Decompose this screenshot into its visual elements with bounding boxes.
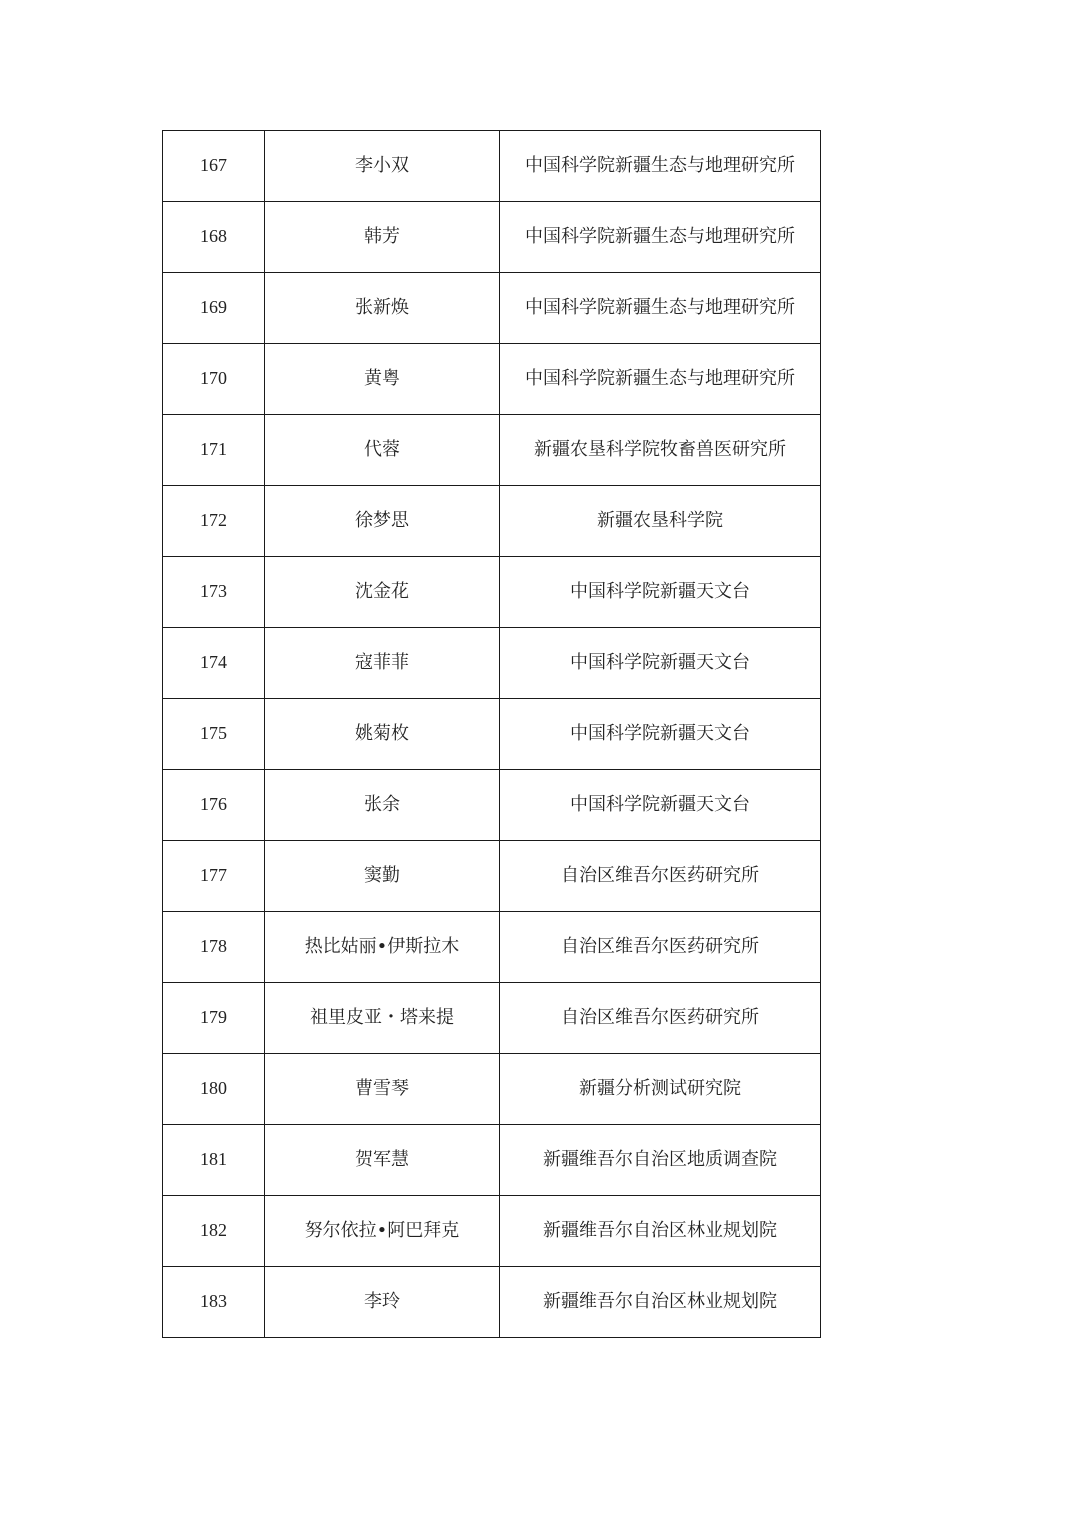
row-number: 167 xyxy=(163,131,265,202)
table-row xyxy=(163,912,821,983)
organization: 中国科学院新疆生态与地理研究所 xyxy=(500,273,821,344)
row-number: 181 xyxy=(163,1125,265,1196)
table-row xyxy=(163,344,821,415)
organization: 自治区维吾尔医药研究所 xyxy=(500,841,821,912)
row-number: 180 xyxy=(163,1054,265,1125)
person-name: 张新焕 xyxy=(265,273,500,344)
person-name: 代蓉 xyxy=(265,415,500,486)
row-number: 177 xyxy=(163,841,265,912)
person-name: 贺军慧 xyxy=(265,1125,500,1196)
table-row xyxy=(163,1267,821,1338)
person-name: 寇菲菲 xyxy=(265,628,500,699)
person-name: 努尔依拉•阿巴拜克 xyxy=(265,1196,500,1267)
person-name: 张余 xyxy=(265,770,500,841)
organization: 自治区维吾尔医药研究所 xyxy=(500,983,821,1054)
person-name: 李小双 xyxy=(265,131,500,202)
table-row xyxy=(163,202,821,273)
row-number: 170 xyxy=(163,344,265,415)
organization: 中国科学院新疆天文台 xyxy=(500,628,821,699)
person-name: 李玲 xyxy=(265,1267,500,1338)
table-row xyxy=(163,628,821,699)
organization: 自治区维吾尔医药研究所 xyxy=(500,912,821,983)
row-number: 175 xyxy=(163,699,265,770)
awardee-table xyxy=(162,130,821,1338)
table-row xyxy=(163,699,821,770)
row-number: 178 xyxy=(163,912,265,983)
table-row xyxy=(163,770,821,841)
organization: 新疆农垦科学院 xyxy=(500,486,821,557)
table-row xyxy=(163,557,821,628)
person-name: 曹雪琴 xyxy=(265,1054,500,1125)
row-number: 183 xyxy=(163,1267,265,1338)
row-number: 171 xyxy=(163,415,265,486)
organization: 新疆维吾尔自治区林业规划院 xyxy=(500,1267,821,1338)
person-name: 祖里皮亚・塔来提 xyxy=(265,983,500,1054)
row-number: 172 xyxy=(163,486,265,557)
organization: 中国科学院新疆生态与地理研究所 xyxy=(500,202,821,273)
row-number: 169 xyxy=(163,273,265,344)
organization: 中国科学院新疆天文台 xyxy=(500,699,821,770)
person-name: 姚菊枚 xyxy=(265,699,500,770)
organization: 新疆分析测试研究院 xyxy=(500,1054,821,1125)
table-row xyxy=(163,841,821,912)
organization: 中国科学院新疆天文台 xyxy=(500,557,821,628)
table-row xyxy=(163,1054,821,1125)
person-name: 黄粤 xyxy=(265,344,500,415)
organization: 中国科学院新疆生态与地理研究所 xyxy=(500,131,821,202)
table-row xyxy=(163,486,821,557)
organization: 新疆农垦科学院牧畜兽医研究所 xyxy=(500,415,821,486)
table-row xyxy=(163,415,821,486)
table-body xyxy=(163,131,821,1338)
row-number: 168 xyxy=(163,202,265,273)
table-row xyxy=(163,273,821,344)
row-number: 179 xyxy=(163,983,265,1054)
person-name: 热比姑丽•伊斯拉木 xyxy=(265,912,500,983)
table-row xyxy=(163,131,821,202)
person-name: 徐梦思 xyxy=(265,486,500,557)
person-name: 韩芳 xyxy=(265,202,500,273)
organization: 中国科学院新疆生态与地理研究所 xyxy=(500,344,821,415)
organization: 新疆维吾尔自治区地质调查院 xyxy=(500,1125,821,1196)
organization: 中国科学院新疆天文台 xyxy=(500,770,821,841)
table-row xyxy=(163,1125,821,1196)
organization: 新疆维吾尔自治区林业规划院 xyxy=(500,1196,821,1267)
person-name: 窦勤 xyxy=(265,841,500,912)
person-name: 沈金花 xyxy=(265,557,500,628)
row-number: 176 xyxy=(163,770,265,841)
table-row xyxy=(163,1196,821,1267)
row-number: 174 xyxy=(163,628,265,699)
row-number: 173 xyxy=(163,557,265,628)
table-row xyxy=(163,983,821,1054)
row-number: 182 xyxy=(163,1196,265,1267)
